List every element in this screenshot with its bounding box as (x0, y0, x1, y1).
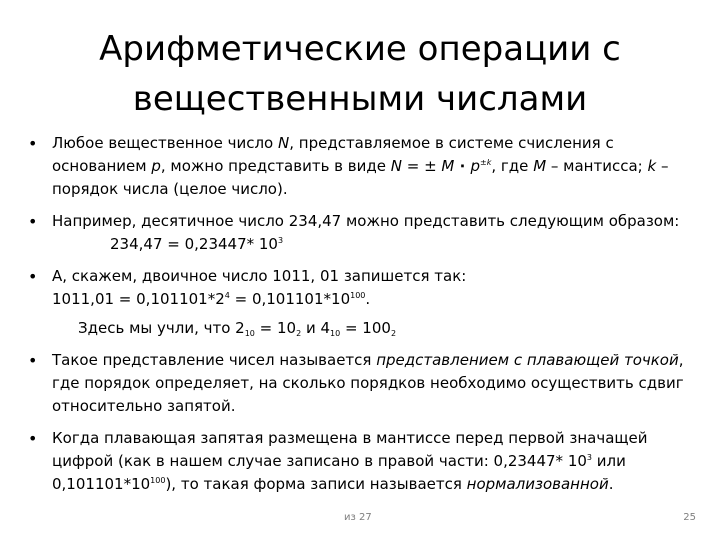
formula-exponent: ±k (480, 158, 492, 167)
text-segment: Когда плавающая запятая размещена в мантиссе перед первой значащей цифрой (как в нашем случае записано в правой части: 0,23447* 10 (52, 429, 648, 470)
text-segment: А, скажем, двоичное число 1011, 01 запишется так: (52, 267, 467, 285)
subscript: 2 (390, 329, 397, 338)
text-segment: . (365, 290, 371, 308)
text-segment: = 100 (340, 319, 391, 337)
slide-body (28, 132, 700, 505)
subscript: 10 (244, 329, 255, 338)
exponent: 3 (586, 453, 593, 462)
exponent: 100 (350, 291, 366, 300)
text-segment: ), то такая форма записи называется (165, 475, 467, 493)
text-segment: = 10 (254, 319, 297, 337)
term-floating-point: представлением с плавающей точкой (376, 351, 679, 369)
text-segment: , представляемое в системе счисления с основанием (52, 134, 614, 175)
formula-lhs: N = ± M (390, 157, 455, 175)
text-segment: . (608, 475, 614, 493)
decimal-formula: 234,47 = 0,23447* 10 (110, 235, 278, 253)
bullet-decimal-example (28, 210, 700, 256)
subscript: 10 (330, 329, 341, 338)
binary-formula: 1011,01 = 0,101101*2 (52, 290, 225, 308)
text-segment: Такое представление чисел называется (52, 351, 377, 369)
bullet-binary-example (28, 265, 700, 340)
var-m: M (533, 157, 547, 175)
text-segment: Любое вещественное число (52, 134, 278, 152)
bullet-normalized-form (28, 427, 700, 496)
var-p: p (151, 157, 161, 175)
slide-title (60, 24, 660, 124)
text-segment: , можно представить в виде (160, 157, 391, 175)
exponent: 4 (224, 291, 230, 300)
text-segment: и 4 (301, 319, 331, 337)
text-segment: – мантисса; (546, 157, 648, 175)
bullet-real-number-representation (28, 132, 700, 201)
formula-base: p (470, 157, 481, 175)
binary-note (52, 317, 700, 340)
exponent: 3 (277, 236, 284, 245)
subscript: 2 (296, 329, 302, 338)
page-number: 25 (683, 512, 696, 523)
text-segment: = 0,101101*10 (229, 290, 351, 308)
var-k: k (647, 157, 657, 175)
slide-title-line-2: вещественными числами (132, 79, 588, 119)
exponent: 100 (150, 476, 166, 485)
slide-count: из 27 (344, 512, 372, 523)
slide-title-line-1: Арифметические операции с (99, 29, 621, 69)
text-segment: – порядок числа (целое число). (52, 157, 669, 198)
term-normalized: нормализованной (466, 475, 609, 493)
text-segment: , где порядок определяет, на сколько порядков необходимо осуществить сдвиг относительно запятой. (52, 351, 684, 415)
bullet-floating-point-definition (28, 349, 700, 418)
text-segment: или 0,101101*10 (52, 452, 626, 493)
text-segment: , где (491, 157, 534, 175)
var-n: N (278, 134, 290, 152)
text-segment: Например, десятичное число 234,47 можно представить следующим образом: (52, 212, 680, 230)
text-segment: Здесь мы учли, что 2 (78, 319, 245, 337)
multiply-dot: ∙ (454, 157, 471, 175)
